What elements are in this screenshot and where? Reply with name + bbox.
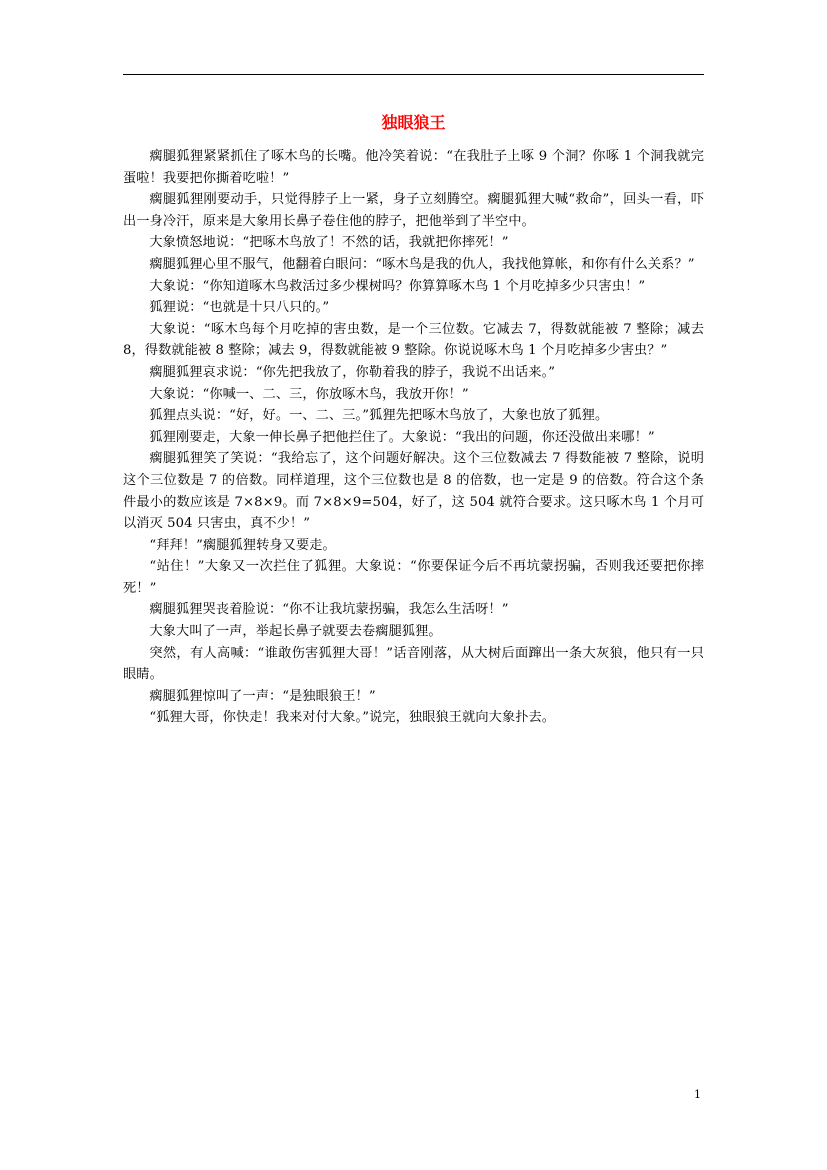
page-title: 独眼狼王	[381, 113, 446, 132]
story-body	[123, 146, 704, 729]
paragraph: 瘸腿狐狸惊叫了一声：“是独眼狼王！”	[149, 688, 376, 704]
paragraph: 瘸腿狐狸哭丧着脸说：“你不让我坑蒙拐骗，我怎么生活呀！”	[149, 602, 509, 618]
paragraph: 大象说：“你喊一、二、三，你放啄木鸟，我放开你！”	[149, 386, 469, 402]
paragraph: 瘸腿狐狸紧紧抓住了啄木鸟的长嘴。他冷笑着说：“在我肚子上啄 9 个洞？你啄 1 个洞我就完蛋啦！我要把你撕着吃啦！”	[123, 149, 704, 186]
paragraph: 瘸腿狐狸刚要动手，只觉得脖子上一紧，身子立刻腾空。瘸腿狐狸大喊“救命”，回头一看，吓出一身冷汗，原来是大象用长鼻子卷住他的脖子，把他举到了半空中。	[123, 192, 704, 229]
paragraph: 大象说：“你知道啄木鸟救活过多少棵树吗？你算算啄木鸟 1 个月吃掉多少只害虫！”	[149, 278, 646, 294]
paragraph: 瘸腿狐狸哀求说：“你先把我放了，你勒着我的脖子，我说不出话来。”	[149, 364, 556, 380]
paragraph: “拜拜！”瘸腿狐狸转身又要走。	[149, 537, 336, 553]
page-number: 1	[694, 1088, 701, 1101]
paragraph: 突然，有人高喊：“谁敢伤害狐狸大哥！”话音刚落，从大树后面蹿出一条大灰狼，他只有一只眼睛。	[123, 645, 704, 683]
paragraph: 大象大叫了一声，举起长鼻子就要去卷瘸腿狐狸。	[149, 624, 442, 640]
paragraph: 狐狸点头说：“好，好。一、二、三。”狐狸先把啄木鸟放了，大象也放了狐狸。	[149, 408, 609, 424]
paragraph: 狐狸刚要走，大象一伸长鼻子把他拦住了。大象说：“我出的问题，你还没做出来哪！”	[149, 429, 655, 445]
header-rule	[123, 74, 704, 75]
paragraph: 狐狸说：“也就是十只八只的。”	[149, 300, 330, 316]
paragraph: 大象愤怒地说：“把啄木鸟放了！不然的话，我就把你摔死！”	[149, 235, 509, 251]
paragraph: 瘸腿狐狸笑了笑说：“我给忘了，这个问题好解决。这个三位数减去 7 得数能被 7 整除，说明这个三位数是 7 的倍数。同样道理，这个三位数也是 8 的倍数，也一定是 9 的倍数。符合这个条件最小的数应该是 7×8×9。而 7×8×9=504，好了，这 504 就符合要求。这只啄木鸟 1 个月可以消灭 504 只害虫，真不少！”	[123, 451, 704, 532]
paragraph: “站住！”大象又一次拦住了狐狸。大象说：“你要保证今后不再坑蒙拐骗，否则我还要把你摔死！”	[123, 559, 704, 596]
paragraph: 瘸腿狐狸心里不服气，他翻着白眼问：“啄木鸟是我的仇人，我找他算帐，和你有什么关系？”	[149, 256, 695, 272]
paragraph: 大象说：“啄木鸟每个月吃掉的害虫数，是一个三位数。它减去 7，得数就能被 7 整除；减去 8，得数就能被 8 整除；减去 9，得数就能被 9 整除。你说说啄木鸟 1 个月吃掉多少害虫？”	[123, 321, 704, 359]
paragraph: “狐狸大哥，你快走！我来对付大象。”说完，独眼狼王就向大象扑去。	[149, 710, 556, 726]
